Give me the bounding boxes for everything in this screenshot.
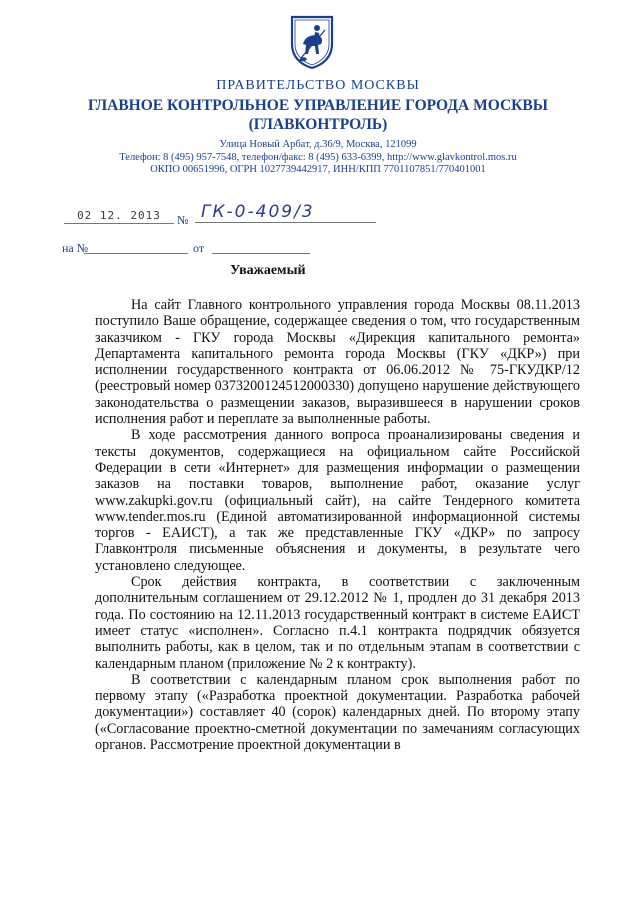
address-line: Улица Новый Арбат, д.36/9, Москва, 121099	[219, 139, 417, 150]
paragraph: Срок действия контракта, в соответствии с заключенным дополнительным соглашением от 29.12.2012 № 1, продлен до 31 декабря 2013 года. По состоянию на 12.11.2013 государственный контракт в системе ЕАИСТ имеет статус «исполнен». Согласно п.4.1 контракта подрядчик обязуется выполнить работы, как в целом, так и по отдельным этапам в соответствии с календарным планом (приложение № 2 к контракту).	[95, 574, 580, 672]
registration-number: ГК-0-409/3	[195, 202, 376, 223]
department-name-line1: ГЛАВНОЕ КОНТРОЛЬНОЕ УПРАВЛЕНИЕ ГОРОДА МОСКВЫ	[88, 97, 548, 114]
codes-line: ОКПО 00651996, ОГРН 1027739442917, ИНН/КПП 7701107851/770401001	[150, 164, 486, 175]
reference-number-label: на №	[62, 241, 89, 255]
reference-number-field	[84, 253, 188, 254]
reference-date-label: от	[193, 241, 205, 255]
paragraph: В соответствии с календарным планом срок выполнения работ по первому этапу («Разработка проектной документации. Разработка рабочей документации») составляет 40 (сорок) календарных дней. По второму этапу («Согласование проектно-сметной документации по замечаниям согласующих органов. Рассмотрение проектной документации в	[95, 671, 580, 754]
paragraph: На сайт Главного контрольного управления города Москвы 08.11.2013 поступило Ваше обращение, содержащее сведения о том, что государственным заказчиком - ГКУ города Москвы «Дирекция капитального ремонта» Департамента капитального ремонта города Москвы (ГКУ «ДКР») при исполнении государственного контракта от 06.06.2012 № 75-ГКУДКР/12 (реестровый номер 0373200124512000330) допущено нарушение действующего законодательства о размещении заказов, выразившееся в нарушении сроков исполнения работ и переплате за выполненные работы.	[95, 297, 580, 428]
phone-line: Телефон: 8 (495) 957-7548, телефон/факс: 8 (495) 633-6399, http://www.glavkontrol.mos.ru	[119, 151, 517, 163]
moscow-coat-of-arms-icon	[289, 14, 335, 70]
reference-date-field	[212, 253, 310, 254]
department-name-line2: (ГЛАВКОНТРОЛЬ)	[248, 116, 388, 133]
greeting: Уважаемый	[230, 263, 306, 278]
registration-date: 02 12. 2013	[64, 209, 174, 224]
letter-body	[95, 297, 580, 753]
department-name	[0, 96, 636, 134]
government-name: ПРАВИТЕЛЬСТВО МОСКВЫ	[216, 78, 420, 93]
registration-number-label: №	[177, 213, 189, 227]
contact-block	[0, 139, 636, 177]
paragraph: В ходе рассмотрения данного вопроса проанализированы сведения и тексты документов, содержащиеся на официальном сайте Российской Федерации в сети «Интернет» для размещения информации о размещении заказов на поставки товаров, выполнение работ, оказание услуг www.zakupki.gov.ru (официальный сайт), на сайте Тендерного комитета www.tender.mos.ru (Единой автоматизированной информационной системы торгов - ЕАИСТ), а так же представленные ГКУ «ДКР» по запросу Главконтроля письменные объяснения и документы, в результате чего установлено следующее.	[95, 427, 580, 574]
